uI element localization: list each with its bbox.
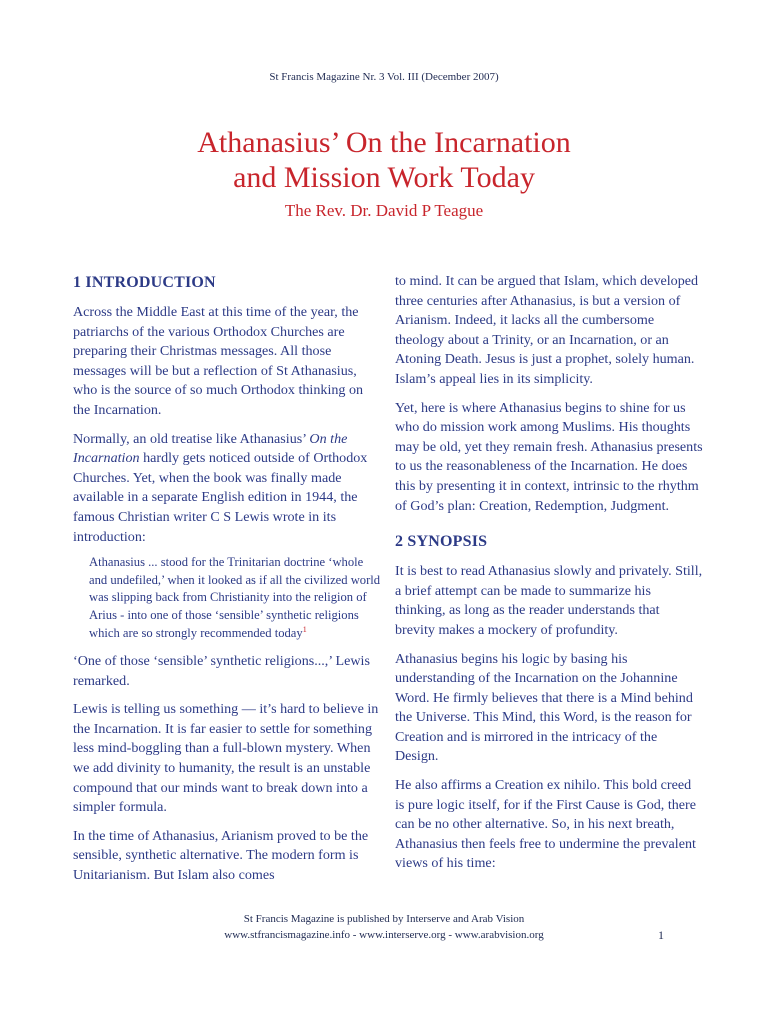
section-heading-synopsis: 2 SYNOPSIS [395,533,488,551]
footer-links-line: www.stfrancismagazine.info - www.interserve.org - www.arabvision.org [224,929,544,941]
page-number: 1 [658,928,664,942]
paragraph: Across the Middle East at this time of the year, the patriarchs of the various Orthodox Churches are preparing their Christmas messages. All those messages will be but a reflection of St Athanasius, who is the source of so much Orthodox thinking on the Incarnation. [73,304,364,418]
section-heading-introduction: 1 INTRODUCTION [73,274,216,291]
title-line-1: Athanasius’ On the Incarnation [197,126,571,159]
paragraph [73,430,383,548]
quote-text: Athanasius ... stood for the Trinitarian doctrine ‘whole and undefiled,’ when it looked as if all the civilized world was slipping back from Christianity into the religion of Arius - into one of those ‘sensible’ synthetic religions which are so strongly recommended today [89,555,381,640]
block-quote [89,554,383,642]
running-header: St Francis Magazine Nr. 3 Vol. III (December 2007) [269,71,499,83]
paragraph-text: hardly gets noticed outside of Orthodox Churches. Yet, when the book was finally made available in a separate English edition in 1944, the famous Christian writer C S Lewis wrote in its introduction: [73,450,368,545]
paragraph: Yet, here is where Athanasius begins to shine for us who do mission work among Muslims. His thoughts may be old, yet they remain fresh. Athanasius presents to us the reasonableness of the Incarnation. He does this by presenting it in context, intrinsic to the rhythm of God’s plan: Creation, Redemption, Judgment. [395,399,703,514]
paragraph: ‘One of those ‘sensible’ synthetic religions...,’ Lewis remarked. [73,653,370,689]
page-footer [0,911,768,943]
paragraph-text: Normally, an old treatise like Athanasius’ [73,430,310,447]
footnote-marker: 1 [302,624,307,634]
paragraph: He also affirms a Creation ex nihilo. This bold creed is pure logic itself, for if the First Cause is God, there can be no other alternative. So, in his next breath, Athanasius then feels free to undermine the prevalent views of his time: [395,777,696,872]
paragraph: It is best to read Athanasius slowly and privately. Still, a brief attempt can be made to summarize his thinking, as long as the reader understands that brevity makes a mockery of profundity. [395,563,703,638]
article-title [0,125,768,195]
title-line-2: and Mission Work Today [233,161,535,194]
paragraph: Lewis is telling us something — it’s hard to believe in the Incarnation. It is far easier to settle for something less mind-boggling than a full-blown mystery. When we add divinity to humanity, the result is an unstable compound that our minds want to break down into a simpler formula. [73,701,379,816]
paragraph: In the time of Athanasius, Arianism proved to be the sensible, synthetic alternative. The modern form is Unitarianism. But Islam also comes [73,827,369,884]
footer-publisher-line: St Francis Magazine is published by Interserve and Arab Vision [243,913,525,925]
right-column [395,272,703,883]
author-byline: The Rev. Dr. David P Teague [284,201,484,220]
paragraph: to mind. It can be argued that Islam, which developed three centuries after Athanasius, is but a version of Arianism. Indeed, it lacks all the cumbersome theology about a Trinity, or an Incarnation, or an Atoning Death. Jesus is just a prophet, solely human. Islam’s appeal lies in its simplicity. [395,273,699,387]
paragraph: Athanasius begins his logic by basing his understanding of the Incarnation on the Johannine Word. He firmly believes that there is a Mind behind the Universe. This Mind, this Word, is the reason for Creation and is mirrored in the intricacy of the Design. [395,650,693,765]
left-column [73,272,383,895]
book-title-italic: On the Incarnation [73,430,348,467]
